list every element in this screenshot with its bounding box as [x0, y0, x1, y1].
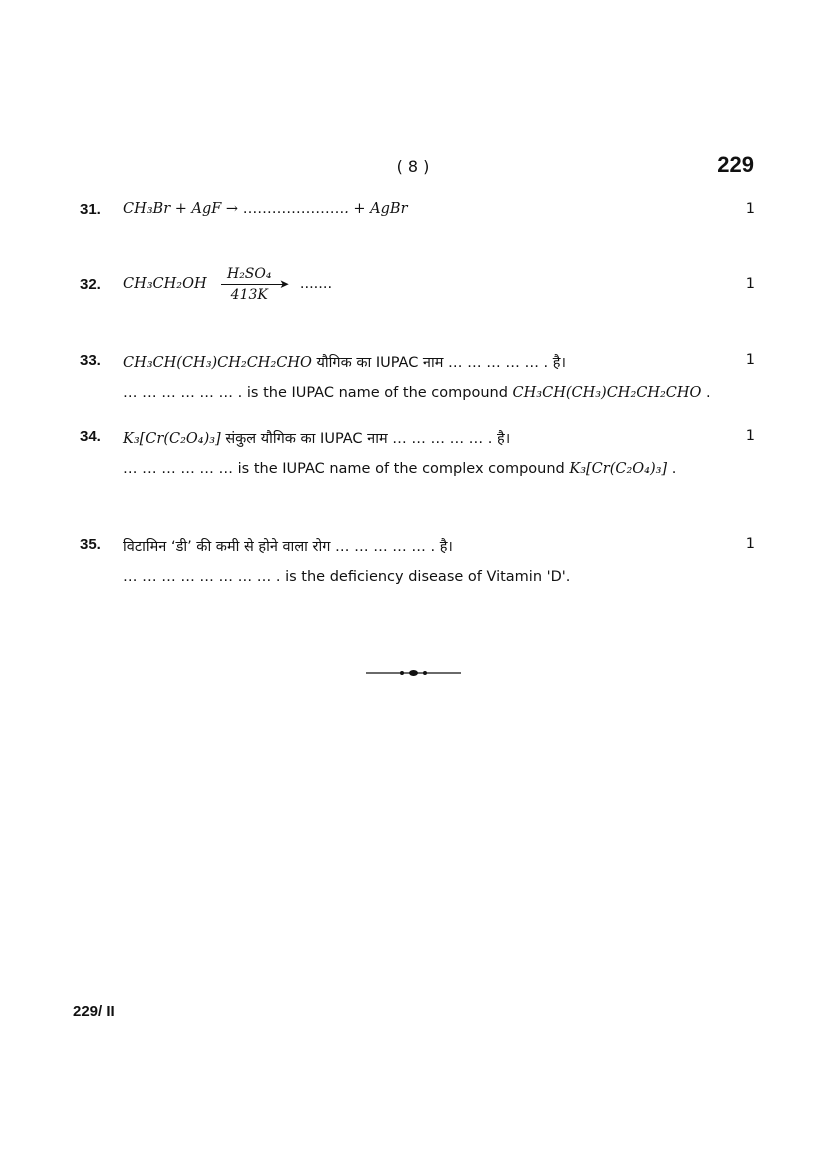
answer-blank: ………………… — [242, 201, 345, 217]
reaction-reactants: CH₃Br + AgF → — [123, 201, 243, 217]
question-text — [123, 266, 713, 302]
english-text: is the IUPAC name of the compound — [246, 385, 513, 401]
question-number: 31. — [80, 201, 101, 218]
footer-paper-code: 229/ II — [73, 1003, 115, 1020]
question-number: 34. — [80, 428, 101, 445]
reagent-label: H₂SO₄ — [226, 266, 272, 282]
end-ornament — [366, 664, 461, 682]
marks: 1 — [745, 428, 755, 444]
hindi-text: संकुल यौगिक का IUPAC नाम … … … … … . है। — [220, 431, 511, 447]
question-text — [123, 201, 713, 217]
arrow-head-icon: ➤ — [279, 277, 290, 291]
marks: 1 — [745, 536, 755, 552]
english-text: is the IUPAC name of the complex compound — [237, 461, 570, 477]
english-end: . — [667, 461, 677, 477]
reaction-arrow — [219, 266, 290, 303]
compound-formula: CH₃CH(CH₃)CH₂CH₂CHO — [512, 385, 702, 401]
question-text-english: … … … … … … … … . is the deficiency disease of Vitamin 'D'. — [123, 569, 571, 585]
question-number: 33. — [80, 352, 101, 369]
compound-formula: CH₃CH(CH₃)CH₂CH₂CHO — [123, 355, 312, 371]
marks: 1 — [745, 352, 755, 368]
question-number: 35. — [80, 536, 101, 553]
marks: 1 — [745, 201, 755, 217]
temperature-label: 413K — [230, 287, 268, 303]
page-number: ( 8 ) — [396, 157, 430, 176]
question-text-english — [123, 461, 743, 477]
reaction-products: . + AgBr — [344, 201, 408, 217]
complex-formula: K₃[Cr(C₂O₄)₃] — [569, 461, 668, 477]
arrow-line — [221, 284, 283, 285]
answer-blank: … … … … … … — [123, 461, 238, 477]
paper-code: 229 — [717, 152, 754, 177]
answer-blank: … … … … … … . — [123, 385, 247, 401]
question-text-hindi: विटामिन ‘डी’ की कमी से होने वाला रोग … … … … … . है। — [123, 539, 453, 555]
question-text-english — [123, 385, 743, 401]
marks: 1 — [745, 276, 755, 292]
question-text-hindi — [123, 352, 713, 372]
reaction-reactant: CH₃CH₂OH — [123, 276, 207, 292]
question-text-hindi — [123, 428, 713, 448]
complex-formula: K₃[Cr(C₂O₄)₃] — [123, 431, 221, 447]
hindi-text: यौगिक का IUPAC नाम … … … … … . है। — [311, 355, 566, 371]
english-end: . — [701, 385, 711, 401]
question-number: 32. — [80, 276, 101, 293]
answer-blank: ....... — [299, 276, 333, 292]
